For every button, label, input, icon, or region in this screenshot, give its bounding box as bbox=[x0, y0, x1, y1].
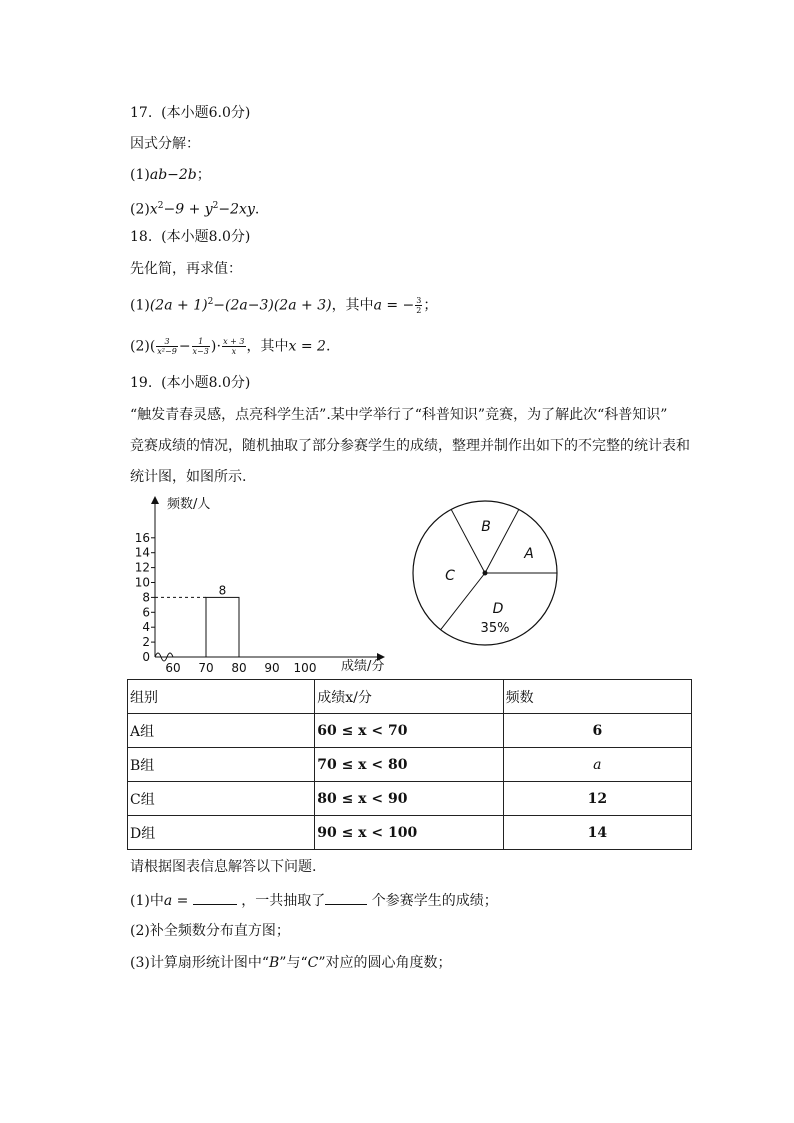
x-tick-label: 70 bbox=[198, 661, 214, 675]
q18-part1: $(1)(2a + 1)^2-(2a-3)(2a + 3)$，其中a = − $\frac{3}{2}$ ； bbox=[130, 296, 438, 316]
pie-slice-percent: 35% bbox=[480, 621, 510, 636]
y-axis-arrow bbox=[151, 496, 159, 504]
q19-sub2: (2)补全频数分布直方图； bbox=[130, 923, 290, 939]
table-cell-group: A组 bbox=[128, 714, 315, 748]
table-cell-freq: 14 bbox=[503, 816, 691, 850]
table-cell-freq: 6 bbox=[503, 714, 691, 748]
y-tick-label: 16 bbox=[134, 530, 150, 545]
table-cell-freq: 12 bbox=[503, 782, 691, 816]
table-cell-group: B组 bbox=[128, 748, 315, 782]
q17-part1: (1)ab−2b； bbox=[130, 167, 211, 183]
table-row bbox=[128, 714, 692, 748]
y-tick-label: 8 bbox=[142, 590, 150, 605]
y-tick-label: 2 bbox=[142, 635, 150, 650]
table-cell-freq: a bbox=[503, 748, 691, 782]
pie-center-dot bbox=[483, 571, 488, 576]
q18-prompt: 先化简，再求值： bbox=[130, 261, 242, 277]
pie-slice-label: B bbox=[481, 519, 491, 535]
x-tick-label: 60 bbox=[165, 661, 181, 675]
y-tick-label: 12 bbox=[134, 560, 150, 575]
q18-header: 18. (本小题8.0分) bbox=[130, 229, 251, 245]
bar-value-label: 8 bbox=[218, 583, 227, 598]
table-header-row bbox=[128, 680, 692, 714]
table-cell-range: 70 ≤ x < 80 bbox=[315, 748, 503, 782]
table-header-cell: 组别 bbox=[128, 680, 315, 714]
table-cell-range: 80 ≤ x < 90 bbox=[315, 782, 503, 816]
pie-chart bbox=[405, 495, 565, 655]
table-cell-range: 60 ≤ x < 70 bbox=[315, 714, 503, 748]
histogram-bar bbox=[206, 597, 239, 657]
q19-header: 19. (本小题8.0分) bbox=[130, 375, 251, 391]
table-cell-group: C组 bbox=[128, 782, 315, 816]
x-axis-label: 成绩/分 bbox=[341, 659, 385, 674]
y-tick-label: 14 bbox=[134, 545, 150, 560]
x-tick-label: 90 bbox=[264, 661, 280, 675]
q19-para-line2: 竞赛成绩的情况，随机抽取了部分参赛学生的成绩，整理并制作出如下的不完整的统计表和 bbox=[130, 438, 690, 454]
table-cell-group: D组 bbox=[128, 816, 315, 850]
q19-para-line3: 统计图，如图所示. bbox=[130, 469, 247, 485]
y-tick-label: 6 bbox=[142, 605, 150, 620]
frequency-histogram bbox=[125, 490, 395, 680]
pie-slice-label: C bbox=[445, 568, 455, 584]
table-row bbox=[128, 816, 692, 850]
q19-after-table: 请根据图表信息解答以下问题. bbox=[130, 859, 317, 875]
table-header-cell: 频数 bbox=[503, 680, 691, 714]
q17-prompt: 因式分解： bbox=[130, 136, 200, 152]
table-cell-range: 90 ≤ x < 100 bbox=[315, 816, 503, 850]
pie-slice-label: A bbox=[524, 546, 534, 562]
x-tick-label: 100 bbox=[293, 661, 317, 675]
y-axis-label: 频数/人 bbox=[167, 497, 211, 512]
pie-slice-divider bbox=[451, 509, 485, 573]
table-row bbox=[128, 782, 692, 816]
q18-part2: (2)( $\frac{3}{\text{x²−9}}$ − $\frac{1}{x-3}$ )⋅ $\frac{x + 3}{x}$ ，其中x = 2. bbox=[130, 337, 331, 356]
q17-header: 17. (本小题6.0分) bbox=[130, 105, 251, 121]
y-tick-label: 0 bbox=[142, 650, 150, 664]
y-tick-label: 4 bbox=[142, 620, 150, 635]
q19-para-line1: “触发青春灵感，点亮科学生活”.某中学举行了“科普知识”竞赛，为了解此次“科普知识” bbox=[130, 407, 668, 423]
y-tick-label: 10 bbox=[134, 575, 150, 590]
q17-part2: $(2)x^2-9 + y^2-2xy$. bbox=[130, 201, 260, 218]
q19-sub3: (3)计算扇形统计图中“B”与“C”对应的圆心角度数； bbox=[130, 955, 452, 971]
q19-sub1: (1)中a = ，一共抽取了 个参赛学生的成绩； bbox=[130, 890, 498, 910]
table-row bbox=[128, 748, 692, 782]
table-header-cell: 成绩x/分 bbox=[315, 680, 503, 714]
x-tick-label: 80 bbox=[231, 661, 247, 675]
grades-table bbox=[127, 679, 692, 850]
pie-slice-label: D bbox=[492, 601, 504, 617]
